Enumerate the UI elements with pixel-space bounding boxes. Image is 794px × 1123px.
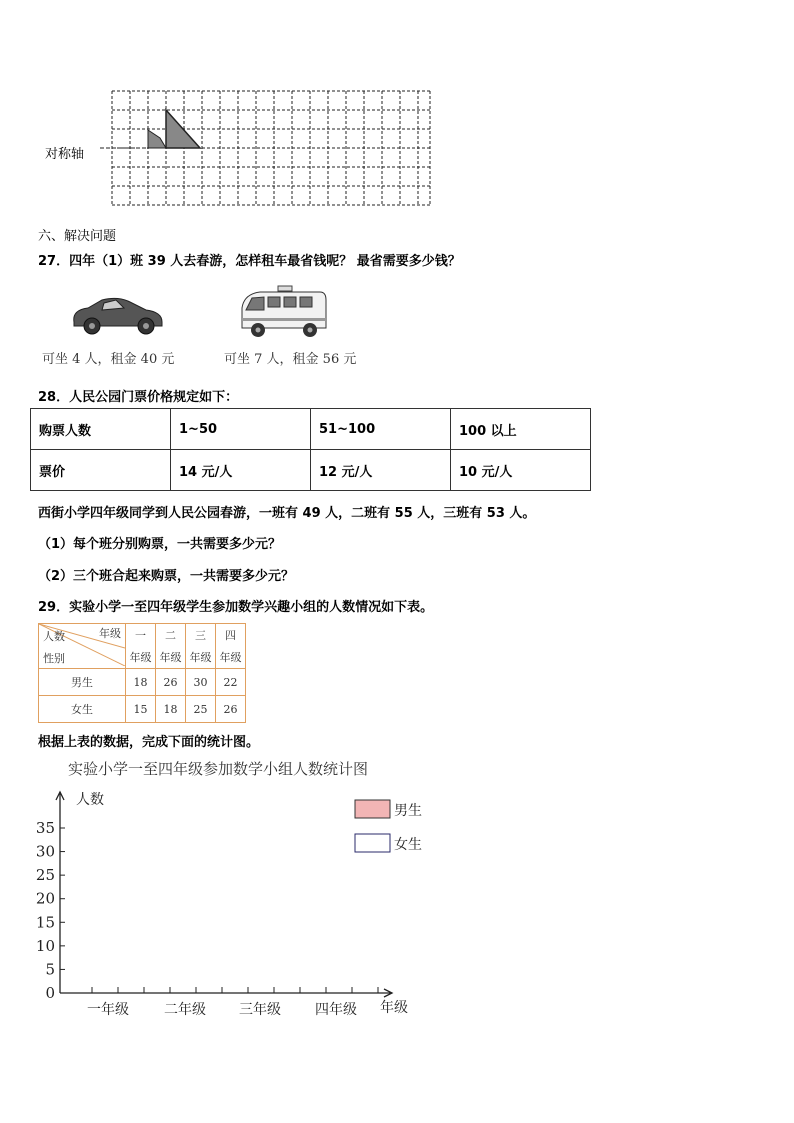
legend-swatch bbox=[355, 800, 390, 818]
category-label: 四年级 bbox=[315, 1002, 357, 1018]
table-cell: 票价 bbox=[31, 450, 171, 491]
table-cell: 1~50 bbox=[171, 409, 311, 450]
grade-header: 年级 bbox=[186, 646, 216, 669]
grade-header: 一 bbox=[126, 624, 156, 647]
table-cell: 12 元/人 bbox=[311, 450, 451, 491]
grade-header: 年级 bbox=[156, 646, 186, 669]
table-row bbox=[39, 696, 246, 723]
y-tick-label: 35 bbox=[35, 819, 55, 837]
grade-header: 四 bbox=[216, 624, 246, 647]
symmetry-figure bbox=[40, 88, 440, 210]
table-cell: 100 以上 bbox=[451, 409, 591, 450]
legend-swatch bbox=[355, 834, 390, 852]
table-cell: 购票人数 bbox=[31, 409, 171, 450]
y-tick-label: 20 bbox=[35, 889, 55, 908]
chart-title: 实验小学一至四年级参加数学小组人数统计图 bbox=[68, 760, 369, 778]
corner-gender-label: 性别 bbox=[43, 652, 65, 665]
grade-header: 年级 bbox=[216, 646, 246, 669]
stat-table bbox=[38, 623, 246, 723]
bar-chart bbox=[0, 750, 460, 1030]
legend-label: 男生 bbox=[394, 803, 422, 819]
row-label: 女生 bbox=[39, 696, 126, 723]
y-tick-label: 15 bbox=[35, 913, 55, 932]
corner-grade-label: 年级 bbox=[99, 627, 121, 640]
table-cell: 30 bbox=[186, 669, 216, 696]
diagonal-header-cell bbox=[39, 624, 126, 669]
question-29: 29．实验小学一至四年级学生参加数学兴趣小组的人数情况如下表。 bbox=[38, 600, 434, 615]
y-tick-label: 25 bbox=[35, 866, 55, 885]
table-cell: 15 bbox=[126, 696, 156, 723]
grade-header: 三 bbox=[186, 624, 216, 647]
row-label: 男生 bbox=[39, 669, 126, 696]
car-image bbox=[68, 292, 168, 338]
table-cell: 26 bbox=[156, 669, 186, 696]
question-28-desc: 西街小学四年级同学到人民公园春游，一班有 49 人，二班有 55 人，三班有 53 人。 bbox=[38, 506, 536, 521]
section-title: 六、解决问题 bbox=[38, 229, 117, 244]
question-27: 27．四年（1）班 39 人去春游，怎样租车最省钱呢？ 最省需要多少钱？ bbox=[38, 254, 461, 269]
question-28-sub1: （1）每个班分别购票，一共需要多少元？ bbox=[38, 537, 282, 552]
legend-label: 女生 bbox=[394, 837, 422, 853]
van-caption: 可坐 7 人，租金 56 元 bbox=[224, 352, 357, 367]
question-28-sub2: （2）三个班合起来购票，一共需要多少元？ bbox=[38, 569, 295, 584]
table-cell: 18 bbox=[126, 669, 156, 696]
y-tick-label: 5 bbox=[45, 960, 55, 979]
table-cell: 10 元/人 bbox=[451, 450, 591, 491]
question-28: 28．人民公园门票价格规定如下： bbox=[38, 390, 239, 405]
price-table bbox=[30, 408, 591, 491]
grade-header: 年级 bbox=[126, 646, 156, 669]
table-row bbox=[31, 409, 591, 450]
table-row bbox=[31, 450, 591, 491]
grid-figure bbox=[100, 88, 440, 210]
table-row bbox=[39, 624, 246, 647]
table-cell: 18 bbox=[156, 696, 186, 723]
category-label: 二年级 bbox=[164, 1002, 206, 1018]
y-tick-label: 30 bbox=[35, 842, 55, 861]
car-caption: 可坐 4 人，租金 40 元 bbox=[42, 352, 175, 367]
table-cell: 51~100 bbox=[311, 409, 451, 450]
category-label: 一年级 bbox=[87, 1002, 129, 1018]
question-29-instruction: 根据上表的数据，完成下面的统计图。 bbox=[38, 735, 260, 750]
table-cell: 22 bbox=[216, 669, 246, 696]
category-label: 三年级 bbox=[239, 1002, 281, 1018]
table-row bbox=[39, 669, 246, 696]
corner-count-label: 人数 bbox=[43, 630, 65, 643]
y-tick-label: 10 bbox=[35, 936, 55, 955]
table-cell: 25 bbox=[186, 696, 216, 723]
y-tick-label: 0 bbox=[45, 984, 55, 1002]
table-cell: 14 元/人 bbox=[171, 450, 311, 491]
grade-header: 二 bbox=[156, 624, 186, 647]
table-cell: 26 bbox=[216, 696, 246, 723]
x-axis-label: 年级 bbox=[380, 1000, 408, 1016]
axis-label: 对称轴 bbox=[45, 147, 85, 162]
van-image bbox=[238, 284, 330, 342]
y-axis-label: 人数 bbox=[76, 792, 104, 808]
